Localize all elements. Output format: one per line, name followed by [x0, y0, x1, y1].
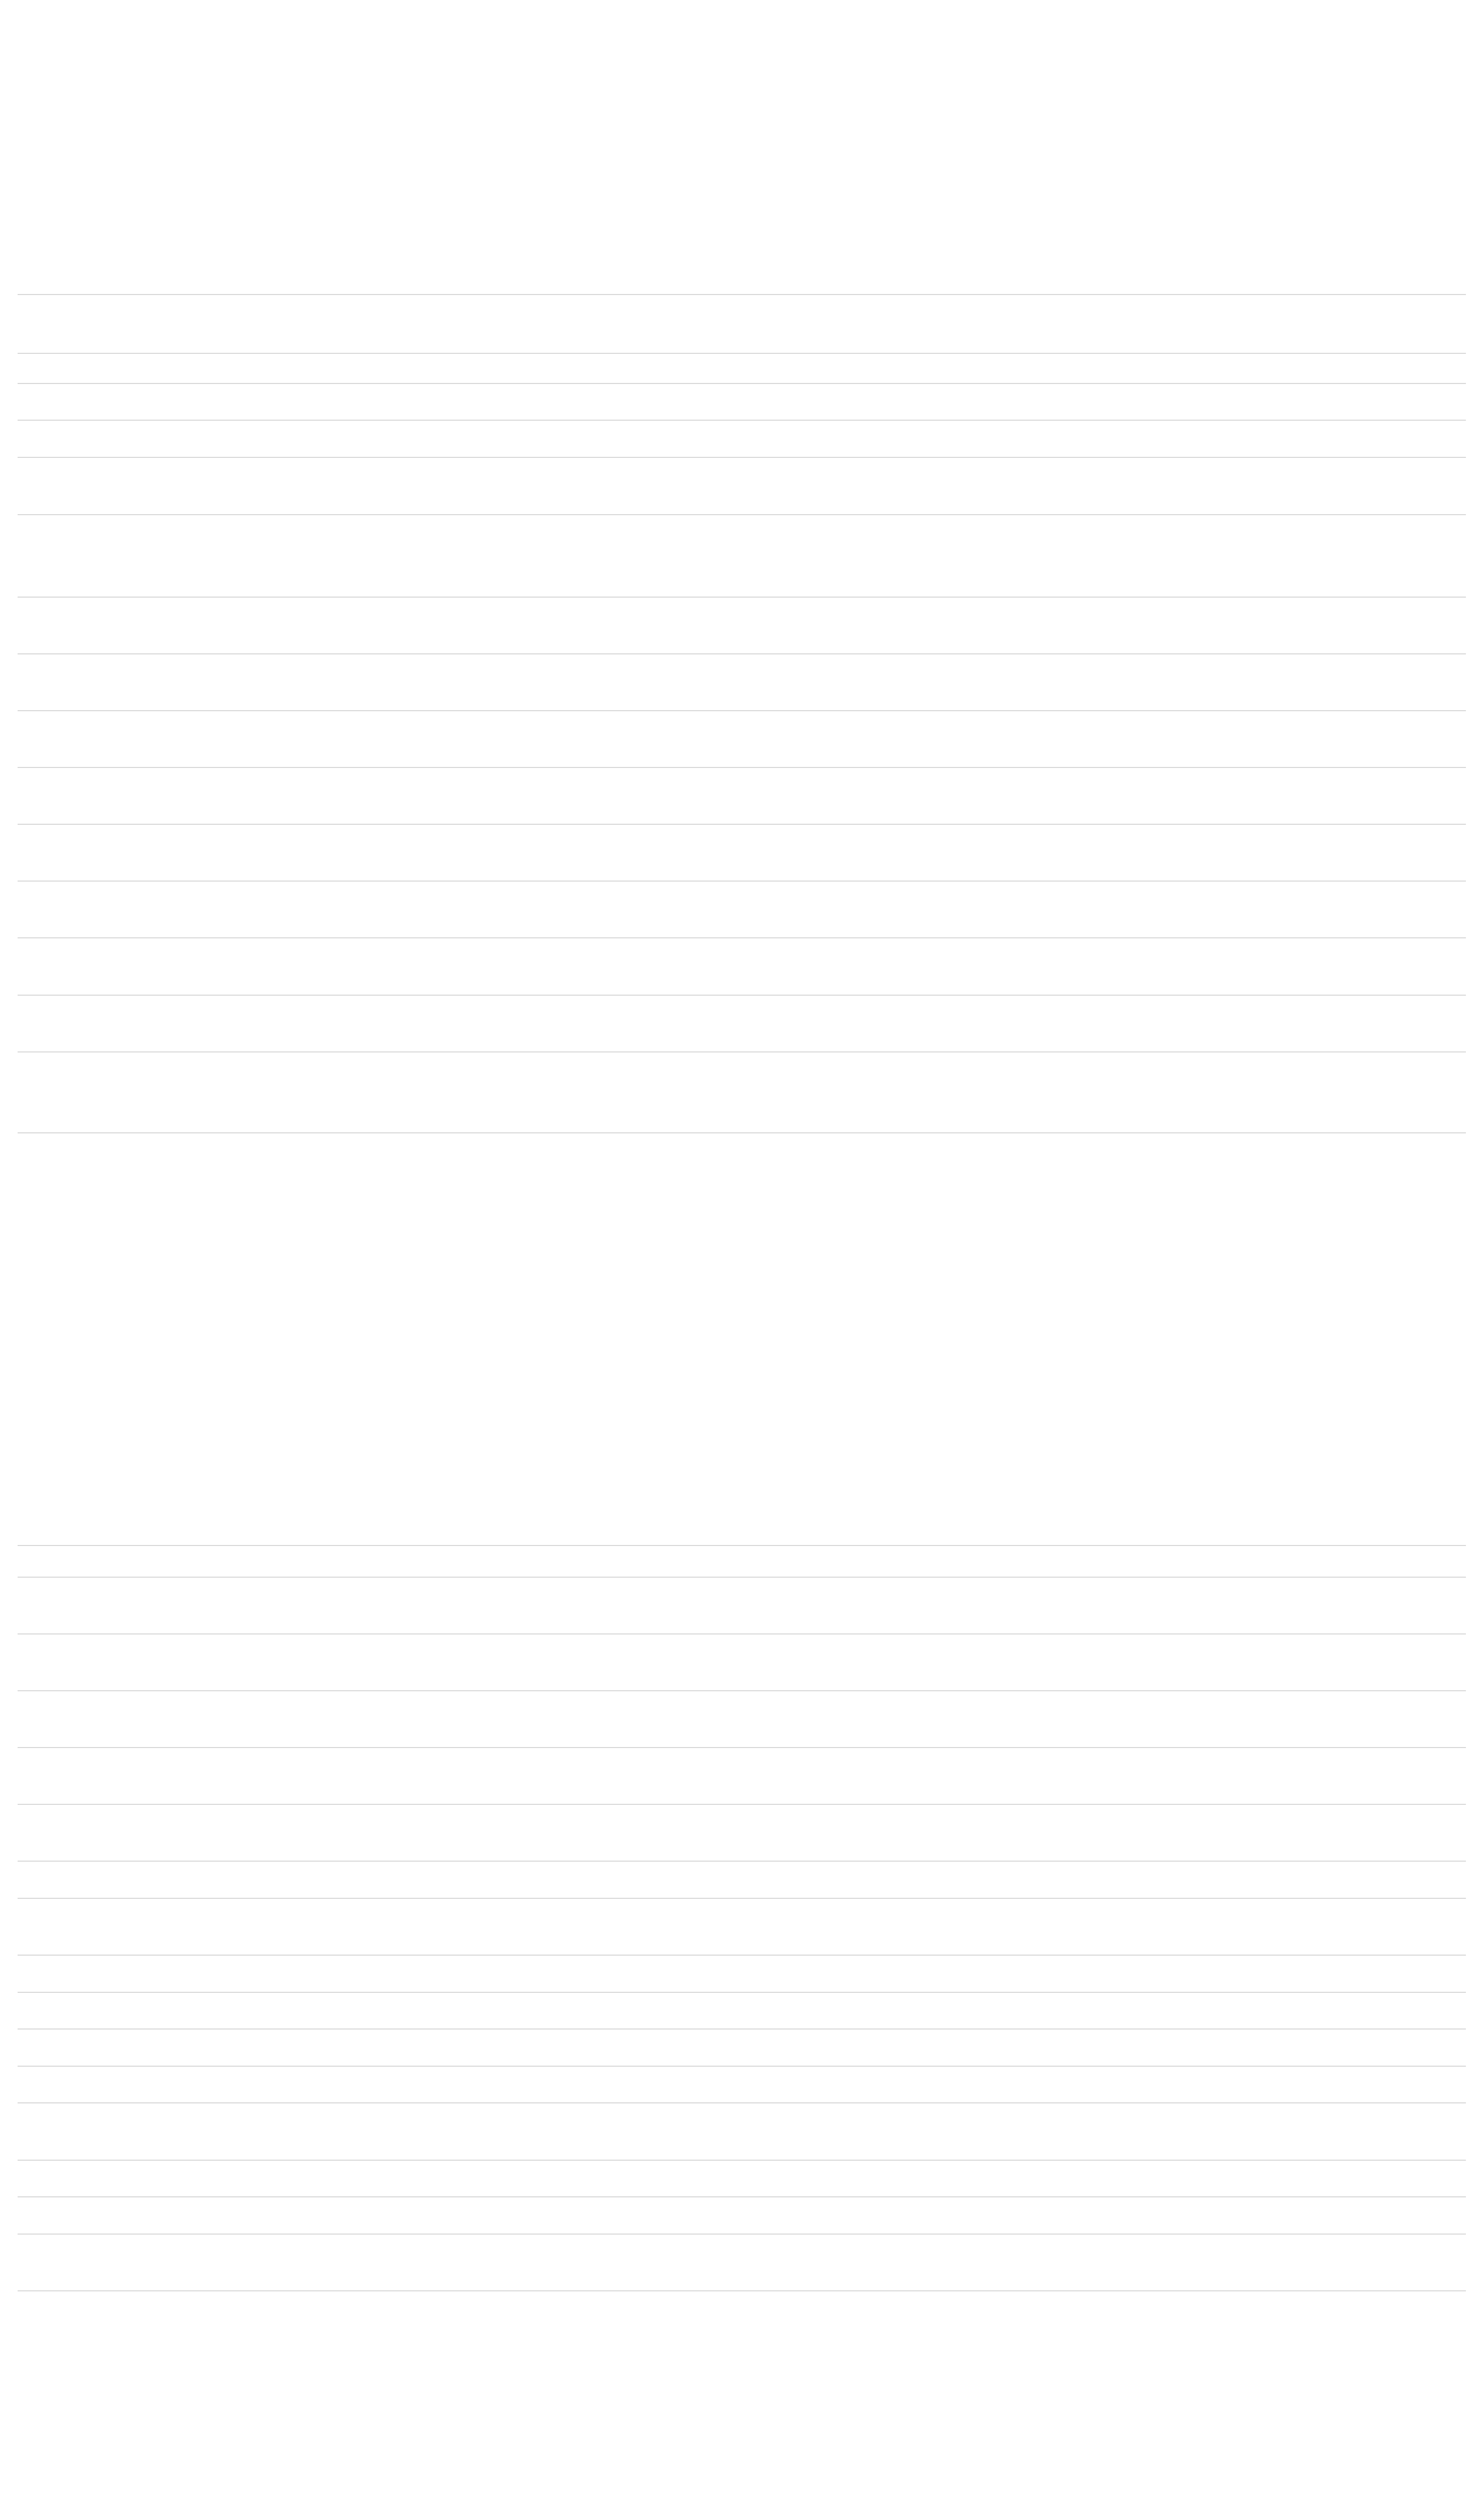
table-row-divider	[18, 1577, 1466, 1578]
table-row-divider	[18, 2066, 1466, 2067]
table-row	[18, 1997, 1466, 2023]
table-row-divider	[18, 2196, 1466, 2197]
table-row-divider	[18, 2160, 1466, 2161]
table-row-divider	[18, 1690, 1466, 1691]
table-row	[18, 2201, 1466, 2229]
table-row-divider	[18, 1545, 1466, 1546]
table-row	[18, 1960, 1466, 1987]
table-row-divider	[18, 2290, 1466, 2291]
table-row	[18, 2107, 1466, 2155]
table-row	[18, 2165, 1466, 2191]
table-row-divider	[18, 1955, 1466, 1956]
table-row-divider	[18, 2234, 1466, 2235]
table-row-divider	[18, 2102, 1466, 2103]
table-row	[18, 1582, 1466, 1628]
table-row	[18, 1866, 1466, 1893]
table-row	[18, 1550, 1466, 1572]
table-row-divider	[18, 2028, 1466, 2029]
table-row	[18, 2034, 1466, 2061]
table-row	[18, 2071, 1466, 2097]
lower-table	[18, 0, 1466, 2292]
table-row-divider	[18, 1633, 1466, 1634]
table-row	[18, 1903, 1466, 1950]
table-row-divider	[18, 1861, 1466, 1862]
table-row-divider	[18, 1747, 1466, 1748]
table-row-divider	[18, 1804, 1466, 1805]
table-row	[18, 2239, 1466, 2285]
table-row-divider	[18, 1992, 1466, 1993]
table-row	[18, 1809, 1466, 1856]
table-row	[18, 1638, 1466, 1685]
table-row	[18, 1695, 1466, 1742]
table-row-divider	[18, 1898, 1466, 1899]
table-row	[18, 1752, 1466, 1799]
